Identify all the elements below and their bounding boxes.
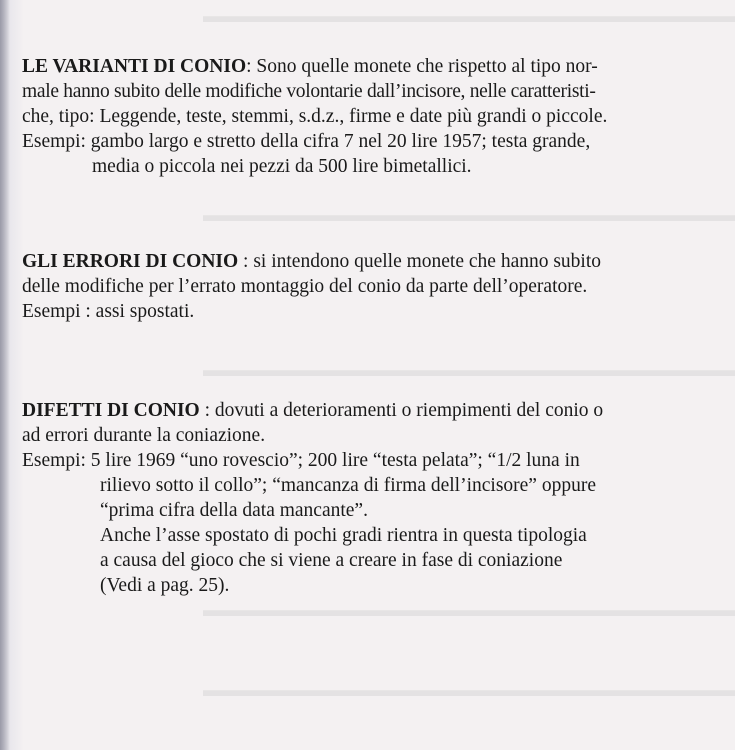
paragraph-line: Esempi: gambo largo e stretto della cifra 7 nel 20 lire 1957; testa grande, <box>22 131 591 152</box>
spine-shadow <box>0 0 10 750</box>
bleed-through-texture: ▬▬▬▬▬▬▬▬▬▬▬▬▬▬▬▬▬▬▬▬▬▬▬▬▬▬▬▬ <box>203 6 735 27</box>
paragraph-line: Esempi: 5 lire 1969 “uno rovescio”; 200 lire “testa pelata”; “1/2 luna in <box>22 450 580 471</box>
section-heading: LE VARIANTI DI CONIO <box>22 56 247 77</box>
section-heading: DIFETTI DI CONIO <box>22 400 200 421</box>
paragraph-line: Esempi : assi spostati. <box>22 301 195 322</box>
paragraph-line: delle modifiche per l’errato montaggio del conio da parte dell’operatore. <box>22 276 588 297</box>
paragraph-line: che, tipo: Leggende, teste, stemmi, s.d.z., firme e date più grandi o piccole. <box>22 106 608 127</box>
text-run: : dovuti a deterioramenti o riempimenti del conio o <box>199 400 604 421</box>
bleed-through-texture: ▬▬▬▬▬▬▬▬▬▬▬▬▬▬▬▬▬▬▬▬▬▬▬▬▬▬▬▬ <box>203 600 735 621</box>
paragraph-line: a causa del gioco che si viene a creare in fase di coniazione <box>100 550 563 571</box>
section-difetti-di-conio <box>22 398 722 598</box>
paragraph-line: ad errori durante la coniazione. <box>22 425 266 446</box>
paragraph-line: male hanno subito delle modifiche volontarie dall’incisore, nelle caratteristi- <box>22 81 596 102</box>
paragraph-line: media o piccola nei pezzi da 500 lire bimetallici. <box>92 156 472 177</box>
bleed-through-texture: ▬▬▬▬▬▬▬▬▬▬▬▬▬▬▬▬▬▬▬▬▬▬▬▬▬▬▬▬ <box>203 680 735 701</box>
paragraph-line <box>22 54 722 79</box>
section-heading: GLI ERRORI DI CONIO <box>22 251 239 272</box>
paragraph-line: “prima cifra della data mancante”. <box>100 500 368 521</box>
text-run: : Sono quelle monete che rispetto al tipo nor- <box>246 56 598 77</box>
paragraph-line: (Vedi a pag. 25). <box>100 575 230 596</box>
section-varianti-di-conio <box>22 54 722 179</box>
paragraph-line <box>22 398 722 423</box>
text-run: : si intendono quelle monete che hanno subito <box>238 251 602 272</box>
bleed-through-texture: ▬▬▬▬▬▬▬▬▬▬▬▬▬▬▬▬▬▬▬▬▬▬▬▬▬▬▬▬ <box>203 360 735 381</box>
paragraph-line: rilievo sotto il collo”; “mancanza di firma dell’incisore” oppure <box>100 475 596 496</box>
bleed-through-texture: ▬▬▬▬▬▬▬▬▬▬▬▬▬▬▬▬▬▬▬▬▬▬▬▬▬▬▬▬ <box>203 205 735 226</box>
paragraph-line: Anche l’asse spostato di pochi gradi rientra in questa tipologia <box>100 525 587 546</box>
paragraph-line <box>22 249 722 274</box>
section-errori-di-conio <box>22 249 722 324</box>
